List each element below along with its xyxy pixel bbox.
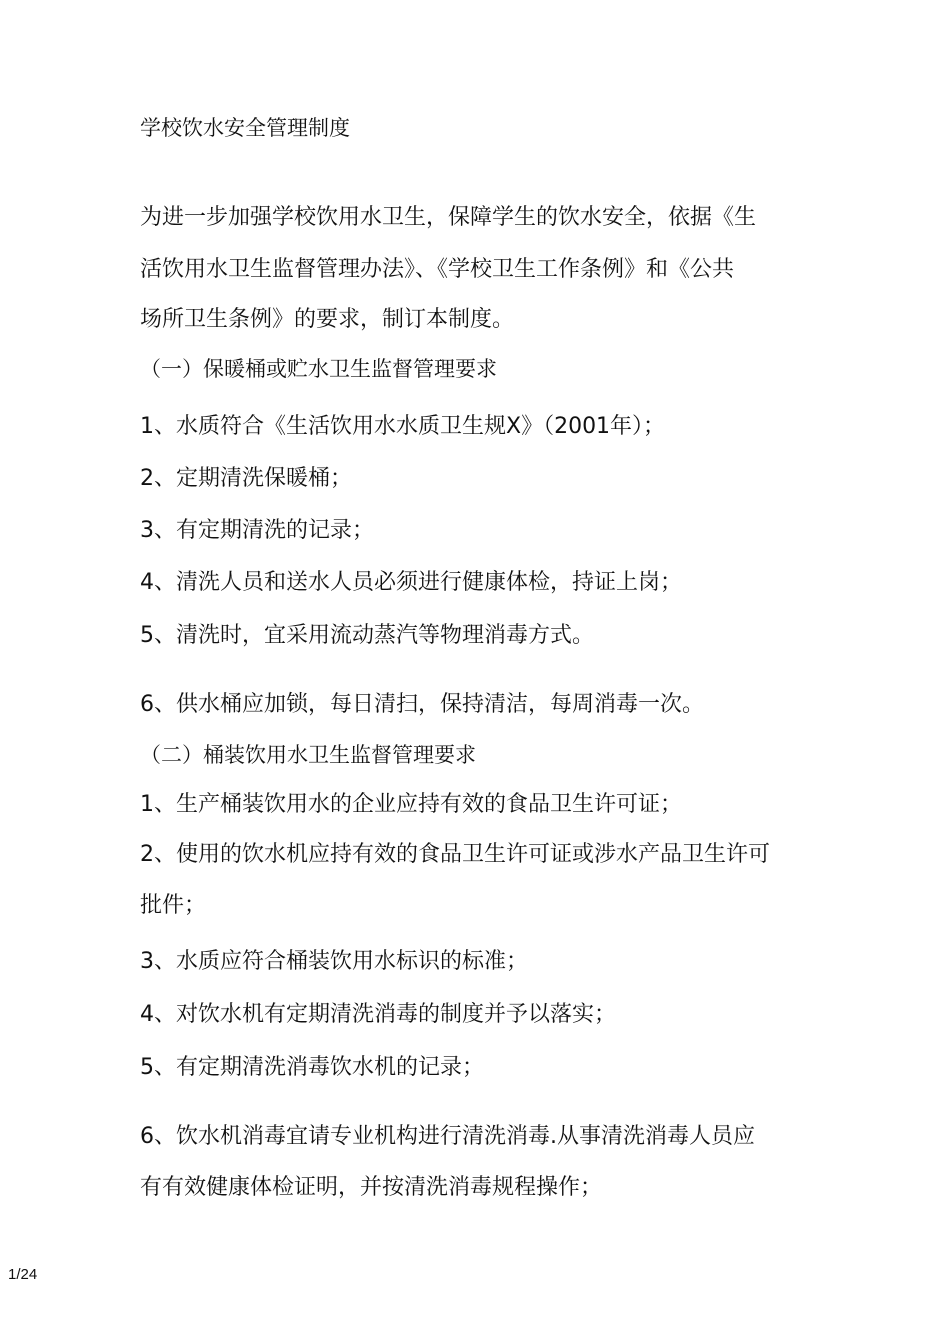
section2-item-5: 5、有定期清洗消毒饮水机的记录； [140,1055,484,1080]
section2-heading: （二）桶装饮用水卫生监督管理要求 [140,743,476,767]
section1-item-6: 6、供水桶应加锁，每日清扫，保持清洁，每周消毒一次。 [140,692,704,717]
section2-item-4: 4、对饮水机有定期清洗消毒的制度并予以落实； [140,1002,616,1027]
section1-item-4: 4、清洗人员和送水人员必须进行健康体检，持证上岗； [140,570,682,595]
intro-line-3: 场所卫生条例》的要求，制订本制度。 [140,307,515,332]
section2-item-6: 6、饮水机消毒宜请专业机构进行清洗消毒.从事清洗消毒人员应 [140,1124,755,1149]
section1-item-1: 1、水质符合《生活饮用水水质卫生规X》（2001年）； [140,414,666,439]
section1-heading: （一）保暖桶或贮水卫生监督管理要求 [140,357,497,381]
section1-item-2: 2、定期清洗保暖桶； [140,466,352,491]
document-title: 学校饮水安全管理制度 [140,116,350,140]
section2-item-2: 2、使用的饮水机应持有效的食品卫生许可证或涉水产品卫生许可 [140,842,770,867]
section2-item-2-cont: 批件； [140,893,207,918]
intro-line-2: 活饮用水卫生监督管理办法》、《学校卫生工作条例》和《公共 [140,257,735,282]
intro-line-1: 为进一步加强学校饮用水卫生，保障学生的饮水安全，依据《生 [140,205,757,230]
section2-item-1: 1、生产桶装饮用水的企业应持有效的食品卫生许可证； [140,792,682,817]
section1-item-3: 3、有定期清洗的记录； [140,518,374,543]
section2-item-6-cont: 有有效健康体检证明，并按清洗消毒规程操作； [140,1175,603,1200]
section2-item-3: 3、水质应符合桶装饮用水标识的标准； [140,949,528,974]
section1-item-5: 5、清洗时，宜采用流动蒸汽等物理消毒方式。 [140,623,594,648]
page-number: 1/24 [8,1266,38,1283]
